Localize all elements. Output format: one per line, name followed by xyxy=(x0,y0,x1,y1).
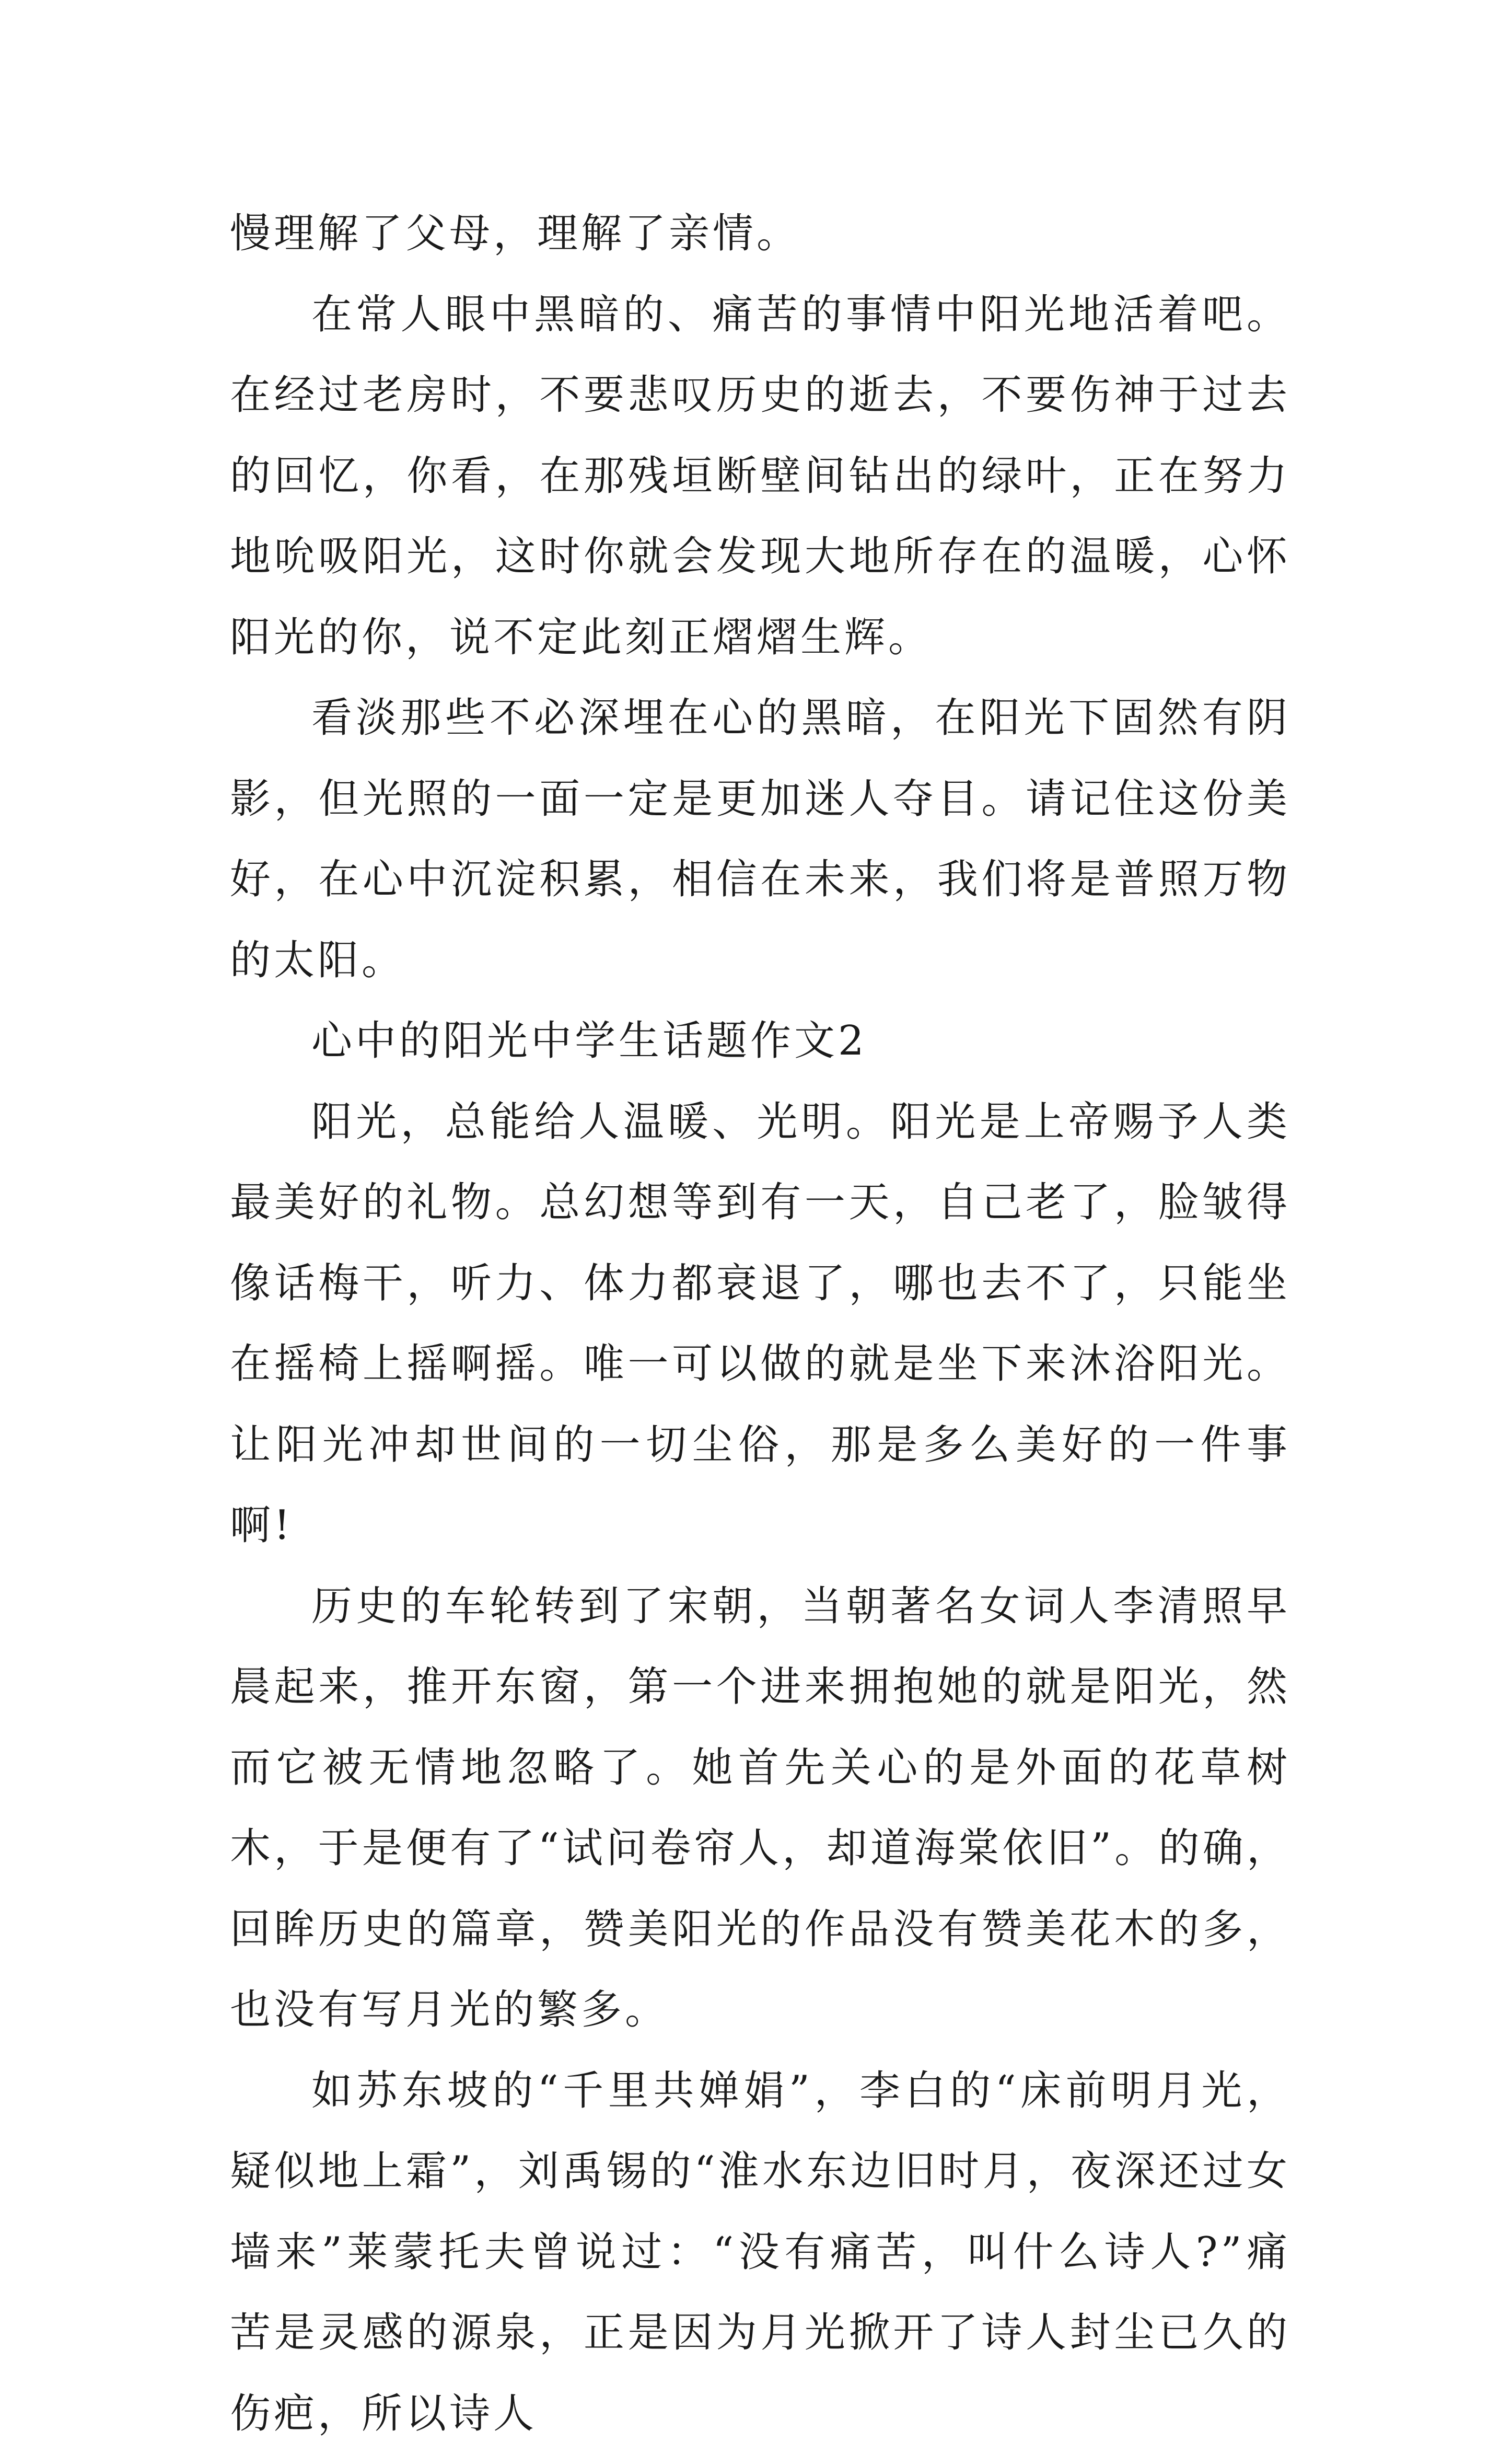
paragraph: 阳光，总能给人温暖、光明。阳光是上帝赐予人类最美好的礼物。总幻想等到有一天，自己老了，脸皱得像话梅干，听力、体力都衰退了，哪也去不了，只能坐在摇椅上摇啊摇。唯一可以做的就是坐下来沐浴阳光。让阳光冲却世间的一切尘俗，那是多么美好的一件事啊! xyxy=(230,1082,1290,1566)
document-body xyxy=(230,193,1290,2454)
paragraph: 历史的车轮转到了宋朝，当朝著名女词人李清照早晨起来，推开东窗，第一个进来拥抱她的就是阳光，然而它被无情地忽略了。她首先关心的是外面的花草树木，于是便有了“试问卷帘人，却道海棠依旧”。的确，回眸历史的篇章，赞美阳光的作品没有赞美花木的多，也没有写月光的繁多。 xyxy=(230,1566,1290,2051)
paragraph: 如苏东坡的“千里共婵娟”，李白的“床前明月光，疑似地上霜”，刘禹锡的“淮水东边旧时月，夜深还过女墙来”莱蒙托夫曾说过：“没有痛苦，叫什么诗人?”痛苦是灵感的源泉，正是因为月光掀开了诗人封尘已久的伤疤，所以诗人 xyxy=(230,2051,1290,2454)
paragraph: 在常人眼中黑暗的、痛苦的事情中阳光地活着吧。在经过老房时，不要悲叹历史的逝去，不要伤神于过去的回忆，你看，在那残垣断壁间钻出的绿叶，正在努力地吮吸阳光，这时你就会发现大地所存在的温暖，心怀阳光的你，说不定此刻正熠熠生辉。 xyxy=(230,274,1290,678)
essay-title: 心中的阳光中学生话题作文2 xyxy=(230,1001,1290,1082)
paragraph-continuation: 慢理解了父母，理解了亲情。 xyxy=(230,193,1290,274)
paragraph: 看淡那些不必深埋在心的黑暗，在阳光下固然有阴影，但光照的一面一定是更加迷人夺目。请记住这份美好，在心中沉淀积累，相信在未来，我们将是普照万物的太阳。 xyxy=(230,678,1290,1001)
